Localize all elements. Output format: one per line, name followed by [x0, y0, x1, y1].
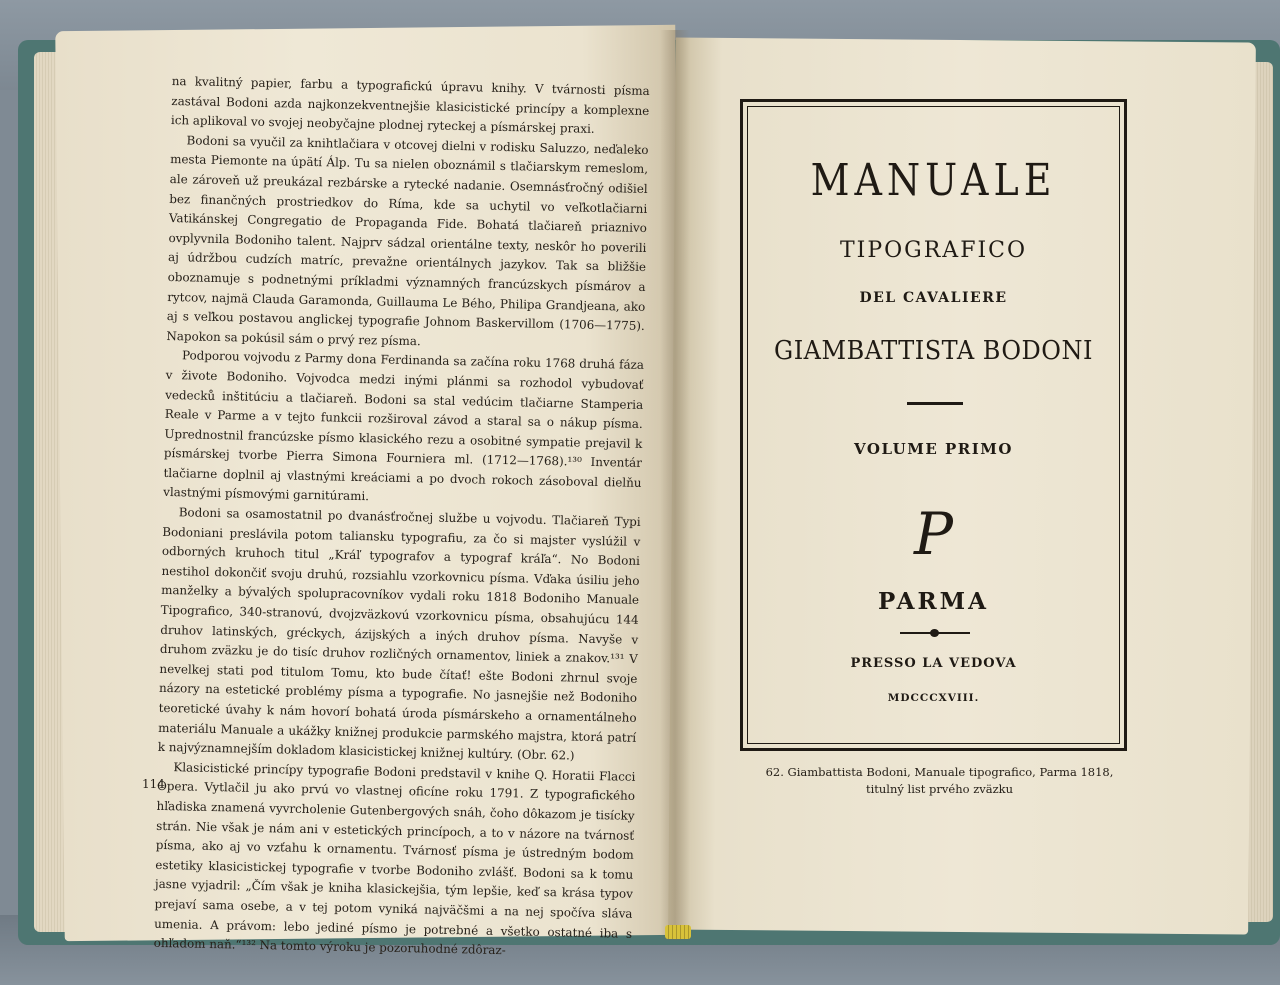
paragraph-1: na kvalitný papier, farbu a typografickú úpravu knihy. V tvárnosti písma zastával Bodoni azda najkonzekventnejšie klasicistické princípy a komplexne ich aplikoval vo svojej neobyčajne plodnej ryteckej a písmárskej praxi.	[170, 73, 650, 137]
book-gutter	[660, 30, 690, 940]
headband	[665, 925, 691, 939]
plate-author: GIAMBATTISTA BODONI	[774, 334, 1093, 366]
page-number: 114	[142, 777, 165, 791]
caption-line-2: titulný list prvého zväzku	[865, 782, 1014, 796]
plate-ornament	[900, 632, 970, 634]
plate-rule	[907, 402, 963, 405]
plate-title-manuale: MANUALE	[810, 154, 1057, 206]
left-page-text	[154, 72, 650, 964]
caption-line-1: 62. Giambattista Bodoni, Manuale tipografico, Parma 1818,	[765, 765, 1114, 779]
plate-monogram: P	[913, 500, 954, 568]
plate-title-tipografico: TIPOGRAFICO	[839, 238, 1028, 263]
plate-del-cavaliere: DEL CAVALIERE	[859, 290, 1008, 306]
plate-year: MDCCCXVIII.	[887, 692, 980, 704]
plate-publisher: PRESSO LA VEDOVA	[850, 656, 1017, 671]
paragraph-5: Klasicistické princípy typografie Bodoni predstavil v knihe Q. Horatii Flacci Opera. Vytlačil ju ako prvú vo vlastnej oficíne roku 1791. Z typografického hľadiska znamená vyvrcholenie Gutenbergových snáh, čoho dôkazom je tisícky strán. Nie však je nám ani v estetických princípoch, a to v názore na tvárnosť písma, ako aj vo vzťahu k ornamentu. Tvárnosť písma je ústredným bodom estetiky klasicistickej typografie v tvorbe Bodoniho zvlášť. Bodoni sa k tomu jasne vyjadril: „Čím však je kniha klasickejšia, tým lepšie, keď sa krása typov prejaví sama osebe, a v tej potom vyniká najväčšmi a na nej spočíva sláva umenia. A právom: lebo jediné písmo je potrebné a všetko ostatné iba s ohľadom naň.“¹³² Na tomto výroku je pozoruhodné zdôraz-	[153, 759, 636, 958]
plate-city: PARMA	[878, 588, 989, 615]
paragraph-3: Podporou vojvodu z Parmy dona Ferdinanda sa začína roku 1768 druhá fáza v živote Bodoniho. Vojvodca medzi inými plánmi sa rozhodol vybudovať vedecků inštitúciu a tlačiareň. Bodoni sa stal vedúcim tlačiarne Stamperia Reale v Parme a v tejto funkcii rozširoval závod a staral sa o nákup písma. Uprednostnil francúzske písmo klasického rezu a osobitné sympatie prejavil k písmárskej tvorbe Pierra Simona Fourniera ml. (1712—1768).¹³⁰ Inventár tlačiarne doplnil aj vlastnými kreáciami a po dvoch rokoch zásoboval dielňu vlastnými písmovými garnitúrami.	[163, 348, 645, 504]
figure-caption	[748, 764, 1131, 798]
plate-volume: VOLUME PRIMO	[854, 440, 1013, 458]
paragraph-4: Bodoni sa osamostatnil po dvanásťročnej službe u vojvodu. Tlačiareň Typi Bodoniani preslávila potom taliansku typografiu, za čo si majster vyslúžil v odborných kruhoch titul „Kráľ typografov a typograf kráľa“. No Bodoni nestihol dokončiť svoju druhú, rozsiahlu vzorkovnicu písma. Vďaka úsiliu jeho manželky a bývalých spolupracovníkov vydali roku 1818 Bodoniho Manuale Tipografico, 340-stranovú, dvojzväzkovú vzorkovnicu písma, obsahujúcu 144 druhov latinských, gréckych, ázijských a iných druhov písma. Navyše v druhom zväzku je do tisíc druhov rozličných ornamentov, liniek a znakov.¹³¹ V nevelkej stati pod titulom Tomu, kto bude čítať! ešte Bodoni zhrnul svoje názory na estetické problémy písma a typografie. No jasnejšie než Bodoniho teoretické úvahy k nám hovorí bohatá úroda písmárskeho a ornamentálneho materiálu Manuale a ukážky knižnej produkcie parmského majstra, ktorá patrí k najvýznamnejším dokladom klasicistickej knižnej kultúry. (Obr. 62.)	[157, 505, 641, 763]
paragraph-2: Bodoni sa vyučil za knihtlačiara v otcovej dielni v rodisku Saluzzo, neďaleko mesta Piemonte na úpätí Álp. Tu sa nielen oboznámil s tlačiarskym remeslom, ale zároveň už preukázal rezbárske a rytecké nadanie. Osemnásťročný odišiel bez finančných prostriedkov do Ríma, kde sa uchytil vo veľkotlačiarni Vatikánskej Congregatio de Propaganda Fide. Bohatá tlačiareň priaznivo ovplyvnila Bodoniho talent. Najprv sádzal orientálne texty, neskôr ho poverili aj údržbou cudzích matríc, prevažne orientálnych jazykov. Tak sa bližšie oboznamuje s podnetnými príkladmi významných francúzskych písmárov a rytcov, najmä Clauda Garamonda, Guillauma Le Bého, Philipa Grandjeana, ako aj s veľkou postavou anglickej typografie Johnom Baskervillom (1706—1775). Napokon sa pokúsil sám o prvý rez písma.	[166, 133, 649, 348]
